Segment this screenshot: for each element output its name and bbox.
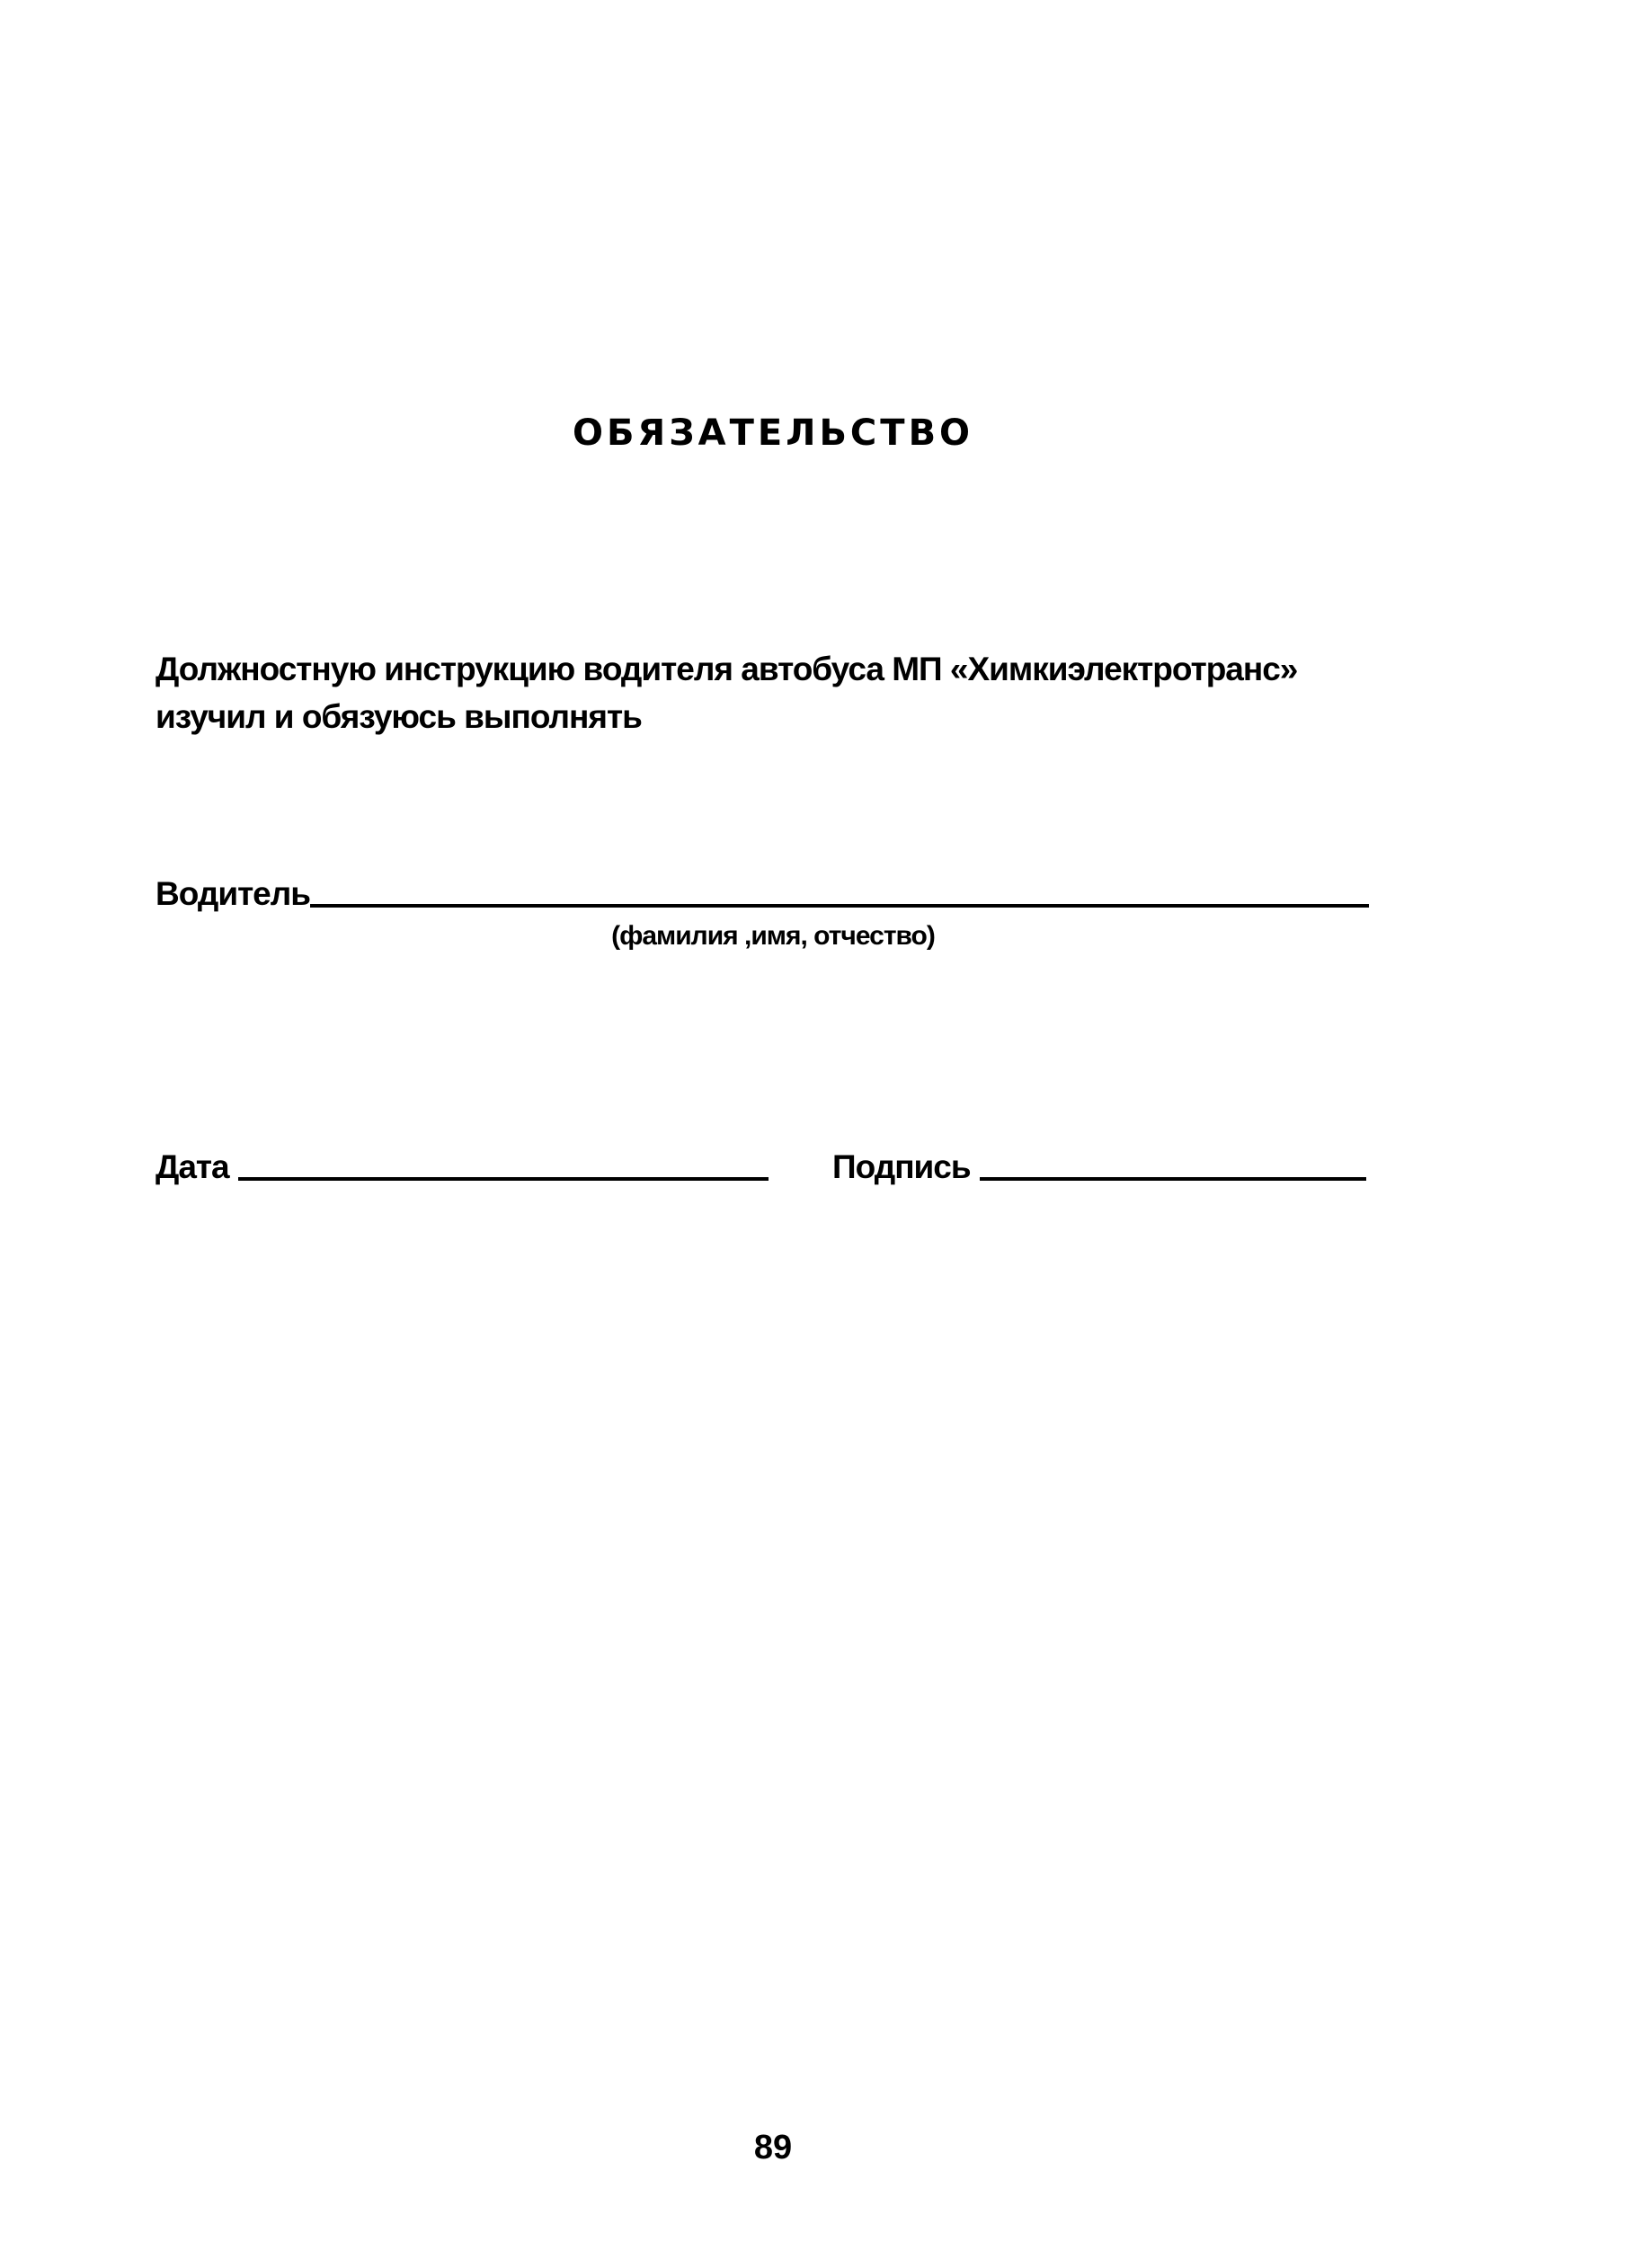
driver-blank-line[interactable] xyxy=(310,904,1369,908)
driver-label: Водитель xyxy=(156,875,311,912)
driver-hint: (фамилия ,имя, отчество) xyxy=(611,921,935,951)
signature-label: Подпись xyxy=(832,1148,971,1185)
driver-field xyxy=(156,868,1369,913)
statement-text: Должностную инструкцию водителя автобуса МП «Химкиэлектротранс» изучил и обязуюсь выполнять xyxy=(156,651,1298,735)
date-field xyxy=(156,1141,769,1186)
page-title: ОБЯЗАТЕЛЬСТВО xyxy=(572,412,974,454)
signature-field xyxy=(832,1141,1366,1186)
date-label: Дата xyxy=(156,1148,229,1185)
signature-blank-line[interactable] xyxy=(980,1177,1366,1181)
date-blank-line[interactable] xyxy=(238,1177,769,1181)
page-number: 89 xyxy=(753,2129,793,2166)
